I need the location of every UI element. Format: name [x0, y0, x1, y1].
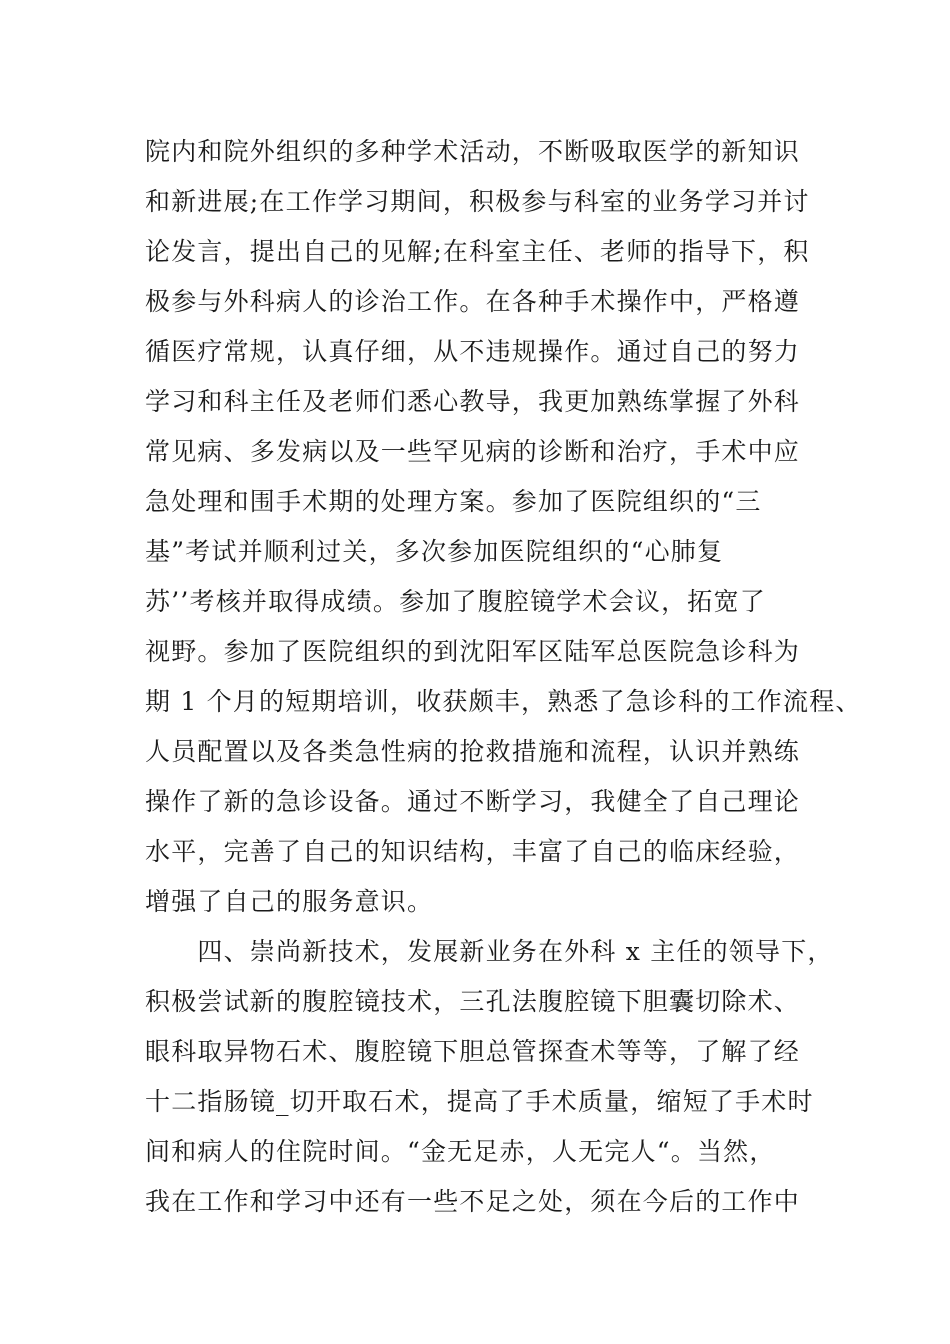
text-line: 极参与外科病人的诊治工作。在各种手术操作中，严格遵 — [145, 287, 801, 316]
text-line: 视野。参加了医院组织的到沈阳军区陆军总医院急诊科为 — [145, 637, 801, 666]
paragraph-start-line: 四、崇尚新技术，发展新业务在外科 x 主任的领导下， — [145, 937, 834, 966]
text-line: 积极尝试新的腹腔镜技术，三孔法腹腔镜下胆囊切除术、 — [145, 987, 801, 1016]
text-line: 我在工作和学习中还有一些不足之处，须在今后的工作中 — [145, 1187, 801, 1216]
text-line: 基”考试并顺利过关，多次参加医院组织的“心肺复 — [145, 537, 724, 566]
text-line: 急处理和围手术期的处理方案。参加了医院组织的“三 — [145, 487, 762, 516]
text-line: 常见病、多发病以及一些罕见病的诊断和治疗，手术中应 — [145, 437, 801, 466]
text-line: 苏’’考核并取得成绩。参加了腹腔镜学术会议，拓宽了 — [145, 587, 766, 616]
text-line: 期 1 个月的短期培训，收获颇丰，熟悉了急诊科的工作流程、 — [145, 687, 862, 716]
text-line: 学习和科主任及老师们悉心教导，我更加熟练掌握了外科 — [145, 387, 801, 416]
text-line: 间和病人的住院时间。“金无足赤，人无完人“。当然， — [145, 1137, 776, 1166]
text-line: 十二指肠镜_切开取石术，提高了手术质量，缩短了手术时 — [145, 1087, 814, 1116]
body-text — [145, 127, 862, 1227]
text-line: 操作了新的急诊设备。通过不断学习，我健全了自己理论 — [145, 787, 801, 816]
text-line: 增强了自己的服务意识。 — [145, 887, 434, 916]
text-line: 水平，完善了自己的知识结构，丰富了自己的临床经验， — [145, 837, 801, 866]
text-line: 论发言，提出自己的见解;在科室主任、老师的指导下，积 — [145, 237, 810, 266]
text-line: 院内和院外组织的多种学术活动，不断吸取医学的新知识 — [145, 137, 801, 166]
text-line: 眼科取异物石术、腹腔镜下胆总管探查术等等，了解了经 — [145, 1037, 801, 1066]
text-line: 人员配置以及各类急性病的抢救措施和流程，认识并熟练 — [145, 737, 801, 766]
text-line: 循医疗常规，认真仔细，从不违规操作。通过自己的努力 — [145, 337, 801, 366]
text-line: 和新进展;在工作学习期间，积极参与科室的业务学习并讨 — [145, 187, 810, 216]
